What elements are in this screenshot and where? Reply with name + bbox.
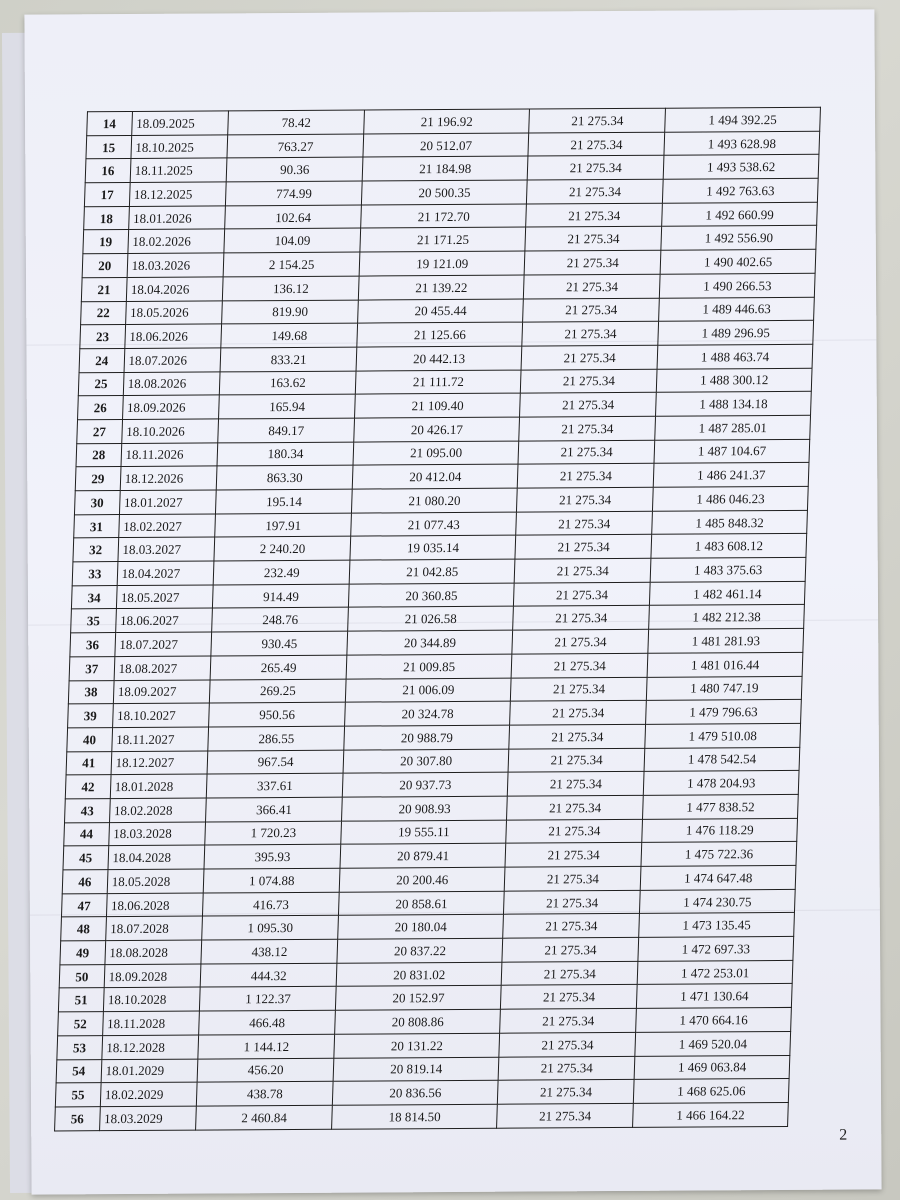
payment-amount-cell: 21 275.34 bbox=[517, 464, 654, 489]
principal-amount-cell: 20 831.02 bbox=[336, 962, 502, 987]
payment-date-cell: 18.07.2028 bbox=[105, 916, 202, 940]
interest-amount-cell: 1 144.12 bbox=[198, 1034, 335, 1059]
payment-amount-cell: 21 275.34 bbox=[501, 985, 638, 1010]
interest-amount-cell: 90.36 bbox=[226, 157, 363, 182]
principal-amount-cell: 20 836.56 bbox=[333, 1080, 499, 1105]
payment-amount-cell: 21 275.34 bbox=[519, 416, 656, 441]
payment-date-cell: 18.06.2027 bbox=[115, 608, 212, 632]
remaining-balance-cell: 1 489 296.95 bbox=[658, 320, 813, 345]
row-number-cell: 44 bbox=[64, 822, 109, 846]
interest-amount-cell: 78.42 bbox=[228, 110, 365, 135]
principal-amount-cell: 20 937.73 bbox=[342, 772, 508, 797]
row-number-cell: 27 bbox=[77, 419, 122, 443]
principal-amount-cell: 20 819.14 bbox=[333, 1057, 499, 1082]
interest-amount-cell: 2 154.25 bbox=[223, 252, 360, 277]
remaining-balance-cell: 1 486 241.37 bbox=[653, 463, 808, 488]
remaining-balance-cell: 1 478 542.54 bbox=[644, 747, 799, 772]
payment-amount-cell: 21 275.34 bbox=[516, 511, 653, 536]
payment-amount-cell: 21 275.34 bbox=[522, 321, 659, 346]
payment-date-cell: 18.12.2027 bbox=[111, 751, 208, 775]
interest-amount-cell: 849.17 bbox=[218, 418, 355, 443]
remaining-balance-cell: 1 469 063.84 bbox=[634, 1055, 789, 1080]
payment-date-cell: 18.02.2027 bbox=[118, 514, 215, 538]
interest-amount-cell: 950.56 bbox=[209, 702, 346, 727]
principal-amount-cell: 21 196.92 bbox=[364, 109, 530, 134]
payment-date-cell: 18.01.2027 bbox=[119, 490, 216, 514]
interest-amount-cell: 265.49 bbox=[210, 655, 347, 680]
row-number-cell: 41 bbox=[66, 751, 111, 775]
remaining-balance-cell: 1 468 625.06 bbox=[634, 1079, 789, 1104]
payment-amount-cell: 21 275.34 bbox=[500, 1009, 637, 1034]
payment-date-cell: 18.04.2027 bbox=[117, 561, 214, 585]
principal-amount-cell: 19 555.11 bbox=[341, 820, 507, 845]
payment-amount-cell: 21 275.34 bbox=[506, 819, 643, 844]
interest-amount-cell: 195.14 bbox=[216, 489, 353, 514]
payment-amount-cell: 21 275.34 bbox=[508, 772, 645, 797]
principal-amount-cell: 20 152.97 bbox=[336, 986, 502, 1011]
remaining-balance-cell: 1 472 697.33 bbox=[638, 936, 793, 961]
remaining-balance-cell: 1 485 848.32 bbox=[652, 510, 807, 535]
payment-amount-cell: 21 275.34 bbox=[504, 890, 641, 915]
row-number-cell: 25 bbox=[78, 372, 123, 396]
payment-date-cell: 18.11.2027 bbox=[111, 727, 208, 751]
remaining-balance-cell: 1 483 608.12 bbox=[651, 534, 806, 559]
payment-date-cell: 18.11.2025 bbox=[130, 158, 227, 182]
remaining-balance-cell: 1 488 134.18 bbox=[656, 392, 811, 417]
principal-amount-cell: 21 080.20 bbox=[352, 488, 518, 513]
row-number-cell: 45 bbox=[63, 846, 108, 870]
payment-amount-cell: 21 275.34 bbox=[511, 653, 648, 678]
interest-amount-cell: 1 095.30 bbox=[202, 916, 339, 941]
payment-amount-cell: 21 275.34 bbox=[497, 1103, 634, 1128]
payment-date-cell: 18.03.2026 bbox=[127, 253, 224, 277]
remaining-balance-cell: 1 490 266.53 bbox=[660, 273, 815, 298]
row-number-cell: 24 bbox=[79, 348, 124, 372]
payment-amount-cell: 21 275.34 bbox=[505, 843, 642, 868]
principal-amount-cell: 21 077.43 bbox=[351, 512, 517, 537]
row-number-cell: 49 bbox=[60, 941, 105, 965]
interest-amount-cell: 2 460.84 bbox=[196, 1105, 333, 1130]
remaining-balance-cell: 1 474 230.75 bbox=[640, 889, 795, 914]
payment-date-cell: 18.05.2027 bbox=[116, 585, 213, 609]
payment-amount-cell: 21 275.34 bbox=[512, 629, 649, 654]
row-number-cell: 14 bbox=[87, 111, 132, 135]
payment-date-cell: 18.08.2026 bbox=[123, 371, 220, 395]
payment-date-cell: 18.02.2026 bbox=[128, 229, 225, 253]
interest-amount-cell: 444.32 bbox=[200, 963, 337, 988]
payment-date-cell: 18.10.2027 bbox=[112, 703, 209, 727]
payment-amount-cell: 21 275.34 bbox=[502, 937, 639, 962]
interest-amount-cell: 438.78 bbox=[197, 1081, 334, 1106]
principal-amount-cell: 21 026.58 bbox=[348, 607, 514, 632]
remaining-balance-cell: 1 477 838.52 bbox=[643, 794, 798, 819]
principal-amount-cell: 21 111.72 bbox=[355, 370, 521, 395]
interest-amount-cell: 136.12 bbox=[223, 276, 360, 301]
payment-date-cell: 18.07.2027 bbox=[115, 632, 212, 656]
payment-date-cell: 18.12.2026 bbox=[120, 466, 217, 490]
row-number-cell: 52 bbox=[58, 1012, 103, 1036]
principal-amount-cell: 20 879.41 bbox=[340, 843, 506, 868]
principal-amount-cell: 20 500.35 bbox=[362, 180, 528, 205]
payment-amount-cell: 21 275.34 bbox=[526, 203, 663, 228]
interest-amount-cell: 180.34 bbox=[217, 442, 354, 467]
payment-amount-cell: 21 275.34 bbox=[521, 345, 658, 370]
payment-date-cell: 18.12.2025 bbox=[129, 182, 226, 206]
interest-amount-cell: 1 122.37 bbox=[200, 987, 337, 1012]
payment-date-cell: 18.05.2026 bbox=[125, 300, 222, 324]
principal-amount-cell: 20 908.93 bbox=[342, 796, 508, 821]
remaining-balance-cell: 1 479 510.08 bbox=[645, 723, 800, 748]
interest-amount-cell: 833.21 bbox=[220, 347, 357, 372]
row-number-cell: 23 bbox=[80, 325, 125, 349]
row-number-cell: 35 bbox=[71, 609, 116, 633]
principal-amount-cell: 21 042.85 bbox=[349, 559, 515, 584]
row-number-cell: 39 bbox=[68, 704, 113, 728]
principal-amount-cell: 20 360.85 bbox=[349, 583, 515, 608]
payment-amount-cell: 21 275.34 bbox=[510, 701, 647, 726]
remaining-balance-cell: 1 489 446.63 bbox=[659, 297, 814, 322]
page-number: 2 bbox=[839, 1126, 848, 1144]
interest-amount-cell: 763.27 bbox=[227, 134, 364, 159]
payment-amount-cell: 21 275.34 bbox=[503, 914, 640, 939]
principal-amount-cell: 21 095.00 bbox=[353, 441, 519, 466]
remaining-balance-cell: 1 483 375.63 bbox=[650, 557, 805, 582]
row-number-cell: 30 bbox=[74, 491, 119, 515]
interest-amount-cell: 1 074.88 bbox=[203, 868, 340, 893]
remaining-balance-cell: 1 471 130.64 bbox=[637, 984, 792, 1009]
row-number-cell: 31 bbox=[74, 514, 119, 538]
principal-amount-cell: 20 808.86 bbox=[335, 1009, 501, 1034]
remaining-balance-cell: 1 480 747.19 bbox=[647, 676, 802, 701]
interest-amount-cell: 2 240.20 bbox=[214, 536, 351, 561]
payment-date-cell: 18.03.2027 bbox=[118, 537, 215, 561]
interest-amount-cell: 104.09 bbox=[224, 228, 361, 253]
payment-date-cell: 18.01.2028 bbox=[110, 774, 207, 798]
payment-amount-cell: 21 275.34 bbox=[528, 132, 665, 157]
row-number-cell: 21 bbox=[81, 277, 126, 301]
payment-date-cell: 18.10.2028 bbox=[103, 987, 200, 1011]
row-number-cell: 47 bbox=[61, 893, 106, 917]
interest-amount-cell: 286.55 bbox=[208, 726, 345, 751]
payment-date-cell: 18.03.2029 bbox=[99, 1106, 196, 1130]
remaining-balance-cell: 1 466 164.22 bbox=[633, 1102, 788, 1127]
payment-amount-cell: 21 275.34 bbox=[527, 179, 664, 204]
principal-amount-cell: 21 171.25 bbox=[360, 227, 526, 252]
row-number-cell: 19 bbox=[83, 230, 128, 254]
interest-amount-cell: 366.41 bbox=[206, 797, 343, 822]
interest-amount-cell: 248.76 bbox=[212, 608, 349, 633]
payment-amount-cell: 21 275.34 bbox=[514, 582, 651, 607]
principal-amount-cell: 20 512.07 bbox=[363, 133, 529, 158]
payment-date-cell: 18.08.2027 bbox=[114, 656, 211, 680]
row-number-cell: 34 bbox=[71, 585, 116, 609]
payment-amount-cell: 21 275.34 bbox=[518, 440, 655, 465]
interest-amount-cell: 438.12 bbox=[201, 939, 338, 964]
principal-amount-cell: 20 200.46 bbox=[339, 867, 505, 892]
interest-amount-cell: 967.54 bbox=[207, 750, 344, 775]
principal-amount-cell: 20 344.89 bbox=[347, 630, 513, 655]
payment-amount-cell: 21 275.34 bbox=[529, 108, 666, 133]
remaining-balance-cell: 1 479 796.63 bbox=[646, 700, 801, 725]
payment-date-cell: 18.09.2025 bbox=[131, 111, 228, 135]
row-number-cell: 55 bbox=[55, 1083, 100, 1107]
remaining-balance-cell: 1 493 538.62 bbox=[663, 155, 818, 180]
interest-amount-cell: 774.99 bbox=[226, 181, 363, 206]
interest-amount-cell: 163.62 bbox=[219, 371, 356, 396]
row-number-cell: 40 bbox=[67, 727, 112, 751]
remaining-balance-cell: 1 472 253.01 bbox=[637, 960, 792, 985]
principal-amount-cell: 21 172.70 bbox=[361, 204, 527, 229]
payment-amount-cell: 21 275.34 bbox=[525, 227, 662, 252]
row-number-cell: 16 bbox=[85, 159, 130, 183]
payment-amount-cell: 21 275.34 bbox=[508, 748, 645, 773]
interest-amount-cell: 456.20 bbox=[197, 1058, 334, 1083]
payment-date-cell: 18.08.2028 bbox=[105, 940, 202, 964]
interest-amount-cell: 1 720.23 bbox=[205, 821, 342, 846]
payment-amount-cell: 21 275.34 bbox=[511, 677, 648, 702]
row-number-cell: 33 bbox=[72, 562, 117, 586]
row-number-cell: 18 bbox=[84, 206, 129, 230]
principal-amount-cell: 21 139.22 bbox=[359, 275, 525, 300]
payment-amount-cell: 21 275.34 bbox=[513, 606, 650, 631]
payment-amount-cell: 21 275.34 bbox=[509, 724, 646, 749]
interest-amount-cell: 914.49 bbox=[213, 584, 350, 609]
row-number-cell: 43 bbox=[65, 799, 110, 823]
remaining-balance-cell: 1 493 628.98 bbox=[664, 131, 819, 156]
row-number-cell: 56 bbox=[55, 1107, 100, 1131]
payment-amount-cell: 21 275.34 bbox=[515, 535, 652, 560]
remaining-balance-cell: 1 476 118.29 bbox=[642, 818, 797, 843]
row-number-cell: 20 bbox=[82, 254, 127, 278]
payment-amount-cell: 21 275.34 bbox=[524, 274, 661, 299]
remaining-balance-cell: 1 473 135.45 bbox=[639, 913, 794, 938]
remaining-balance-cell: 1 492 660.99 bbox=[662, 202, 817, 227]
principal-amount-cell: 19 121.09 bbox=[359, 251, 525, 276]
remaining-balance-cell: 1 487 285.01 bbox=[655, 415, 810, 440]
remaining-balance-cell: 1 487 104.67 bbox=[654, 439, 809, 464]
document-page bbox=[24, 9, 881, 1194]
payment-date-cell: 18.03.2028 bbox=[108, 822, 205, 846]
payment-date-cell: 18.06.2028 bbox=[106, 893, 203, 917]
remaining-balance-cell: 1 478 204.93 bbox=[644, 771, 799, 796]
payment-date-cell: 18.06.2026 bbox=[124, 324, 221, 348]
principal-amount-cell: 20 180.04 bbox=[338, 915, 504, 940]
principal-amount-cell: 20 412.04 bbox=[352, 464, 518, 489]
payment-date-cell: 18.11.2028 bbox=[102, 1011, 199, 1035]
payment-amount-cell: 21 275.34 bbox=[524, 250, 661, 275]
remaining-balance-cell: 1 492 763.63 bbox=[663, 178, 818, 203]
row-number-cell: 37 bbox=[69, 656, 114, 680]
payment-amount-cell: 21 275.34 bbox=[521, 369, 658, 394]
payment-amount-cell: 21 275.34 bbox=[523, 298, 660, 323]
principal-amount-cell: 20 837.22 bbox=[337, 938, 503, 963]
principal-amount-cell: 21 125.66 bbox=[357, 322, 523, 347]
payment-date-cell: 18.02.2028 bbox=[109, 798, 206, 822]
principal-amount-cell: 20 131.22 bbox=[334, 1033, 500, 1058]
interest-amount-cell: 102.64 bbox=[225, 205, 362, 230]
payment-date-cell: 18.09.2027 bbox=[113, 679, 210, 703]
principal-amount-cell: 19 035.14 bbox=[350, 535, 516, 560]
interest-amount-cell: 819.90 bbox=[222, 300, 359, 325]
payment-amount-cell: 21 275.34 bbox=[498, 1056, 635, 1081]
remaining-balance-cell: 1 469 520.04 bbox=[635, 1031, 790, 1056]
principal-amount-cell: 21 009.85 bbox=[346, 654, 512, 679]
interest-amount-cell: 165.94 bbox=[219, 394, 356, 419]
payment-date-cell: 18.01.2026 bbox=[128, 206, 225, 230]
row-number-cell: 17 bbox=[84, 183, 129, 207]
row-number-cell: 22 bbox=[81, 301, 126, 325]
row-number-cell: 46 bbox=[62, 870, 107, 894]
interest-amount-cell: 232.49 bbox=[213, 560, 350, 585]
remaining-balance-cell: 1 486 046.23 bbox=[653, 486, 808, 511]
payment-date-cell: 18.10.2026 bbox=[121, 419, 218, 443]
payment-date-cell: 18.01.2029 bbox=[101, 1059, 198, 1083]
payment-amount-cell: 21 275.34 bbox=[514, 558, 651, 583]
payment-date-cell: 18.10.2025 bbox=[131, 135, 228, 159]
payment-schedule-table-wrap bbox=[54, 107, 821, 1131]
principal-amount-cell: 21 184.98 bbox=[362, 156, 528, 181]
payment-date-cell: 18.02.2029 bbox=[100, 1082, 197, 1106]
principal-amount-cell: 20 324.78 bbox=[345, 701, 511, 726]
interest-amount-cell: 197.91 bbox=[215, 513, 352, 538]
interest-amount-cell: 466.48 bbox=[199, 1010, 336, 1035]
payment-date-cell: 18.05.2028 bbox=[107, 869, 204, 893]
remaining-balance-cell: 1 488 300.12 bbox=[657, 368, 812, 393]
row-number-cell: 26 bbox=[78, 396, 123, 420]
payment-amount-cell: 21 275.34 bbox=[507, 795, 644, 820]
row-number-cell: 48 bbox=[61, 917, 106, 941]
payment-amount-cell: 21 275.34 bbox=[499, 1032, 636, 1057]
row-number-cell: 54 bbox=[56, 1059, 101, 1083]
payment-date-cell: 18.04.2028 bbox=[108, 845, 205, 869]
remaining-balance-cell: 1 492 556.90 bbox=[661, 226, 816, 251]
interest-amount-cell: 149.68 bbox=[221, 323, 358, 348]
principal-amount-cell: 20 307.80 bbox=[343, 749, 509, 774]
remaining-balance-cell: 1 494 392.25 bbox=[665, 107, 820, 132]
payment-schedule-table bbox=[54, 107, 821, 1131]
remaining-balance-cell: 1 490 402.65 bbox=[660, 249, 815, 274]
row-number-cell: 32 bbox=[73, 538, 118, 562]
principal-amount-cell: 20 455.44 bbox=[358, 299, 524, 324]
principal-amount-cell: 21 109.40 bbox=[355, 393, 521, 418]
remaining-balance-cell: 1 481 016.44 bbox=[647, 652, 802, 677]
principal-amount-cell: 20 426.17 bbox=[354, 417, 520, 442]
row-number-cell: 38 bbox=[68, 680, 113, 704]
interest-amount-cell: 930.45 bbox=[211, 631, 348, 656]
row-number-cell: 29 bbox=[75, 467, 120, 491]
interest-amount-cell: 416.73 bbox=[203, 892, 340, 917]
payment-date-cell: 18.09.2028 bbox=[104, 964, 201, 988]
row-number-cell: 50 bbox=[59, 964, 104, 988]
payment-date-cell: 18.12.2028 bbox=[102, 1035, 199, 1059]
payment-date-cell: 18.07.2026 bbox=[124, 348, 221, 372]
payment-date-cell: 18.11.2026 bbox=[121, 443, 218, 467]
principal-amount-cell: 20 988.79 bbox=[344, 725, 510, 750]
remaining-balance-cell: 1 481 281.93 bbox=[648, 628, 803, 653]
payment-date-cell: 18.09.2026 bbox=[122, 395, 219, 419]
principal-amount-cell: 20 858.61 bbox=[339, 891, 505, 916]
row-number-cell: 51 bbox=[58, 988, 103, 1012]
payment-date-cell: 18.04.2026 bbox=[126, 277, 223, 301]
row-number-cell: 36 bbox=[70, 633, 115, 657]
payment-amount-cell: 21 275.34 bbox=[501, 961, 638, 986]
payment-amount-cell: 21 275.34 bbox=[504, 866, 641, 891]
row-number-cell: 15 bbox=[86, 135, 131, 159]
row-number-cell: 28 bbox=[76, 443, 121, 467]
payment-schedule-body bbox=[55, 107, 821, 1130]
payment-amount-cell: 21 275.34 bbox=[517, 487, 654, 512]
interest-amount-cell: 395.93 bbox=[204, 845, 341, 870]
remaining-balance-cell: 1 488 463.74 bbox=[657, 344, 812, 369]
remaining-balance-cell: 1 482 212.38 bbox=[649, 605, 804, 630]
remaining-balance-cell: 1 482 461.14 bbox=[650, 581, 805, 606]
interest-amount-cell: 863.30 bbox=[216, 465, 353, 490]
remaining-balance-cell: 1 470 664.16 bbox=[636, 1008, 791, 1033]
principal-amount-cell: 20 442.13 bbox=[356, 346, 522, 371]
payment-amount-cell: 21 275.34 bbox=[498, 1080, 635, 1105]
interest-amount-cell: 269.25 bbox=[210, 679, 347, 704]
payment-amount-cell: 21 275.34 bbox=[527, 156, 664, 181]
remaining-balance-cell: 1 475 722.36 bbox=[641, 842, 796, 867]
payment-amount-cell: 21 275.34 bbox=[520, 393, 657, 418]
remaining-balance-cell: 1 474 647.48 bbox=[640, 865, 795, 890]
row-number-cell: 42 bbox=[65, 775, 110, 799]
principal-amount-cell: 21 006.09 bbox=[346, 678, 512, 703]
principal-amount-cell: 18 814.50 bbox=[332, 1104, 498, 1129]
table-row bbox=[55, 1102, 789, 1130]
interest-amount-cell: 337.61 bbox=[206, 773, 343, 798]
row-number-cell: 53 bbox=[57, 1035, 102, 1059]
